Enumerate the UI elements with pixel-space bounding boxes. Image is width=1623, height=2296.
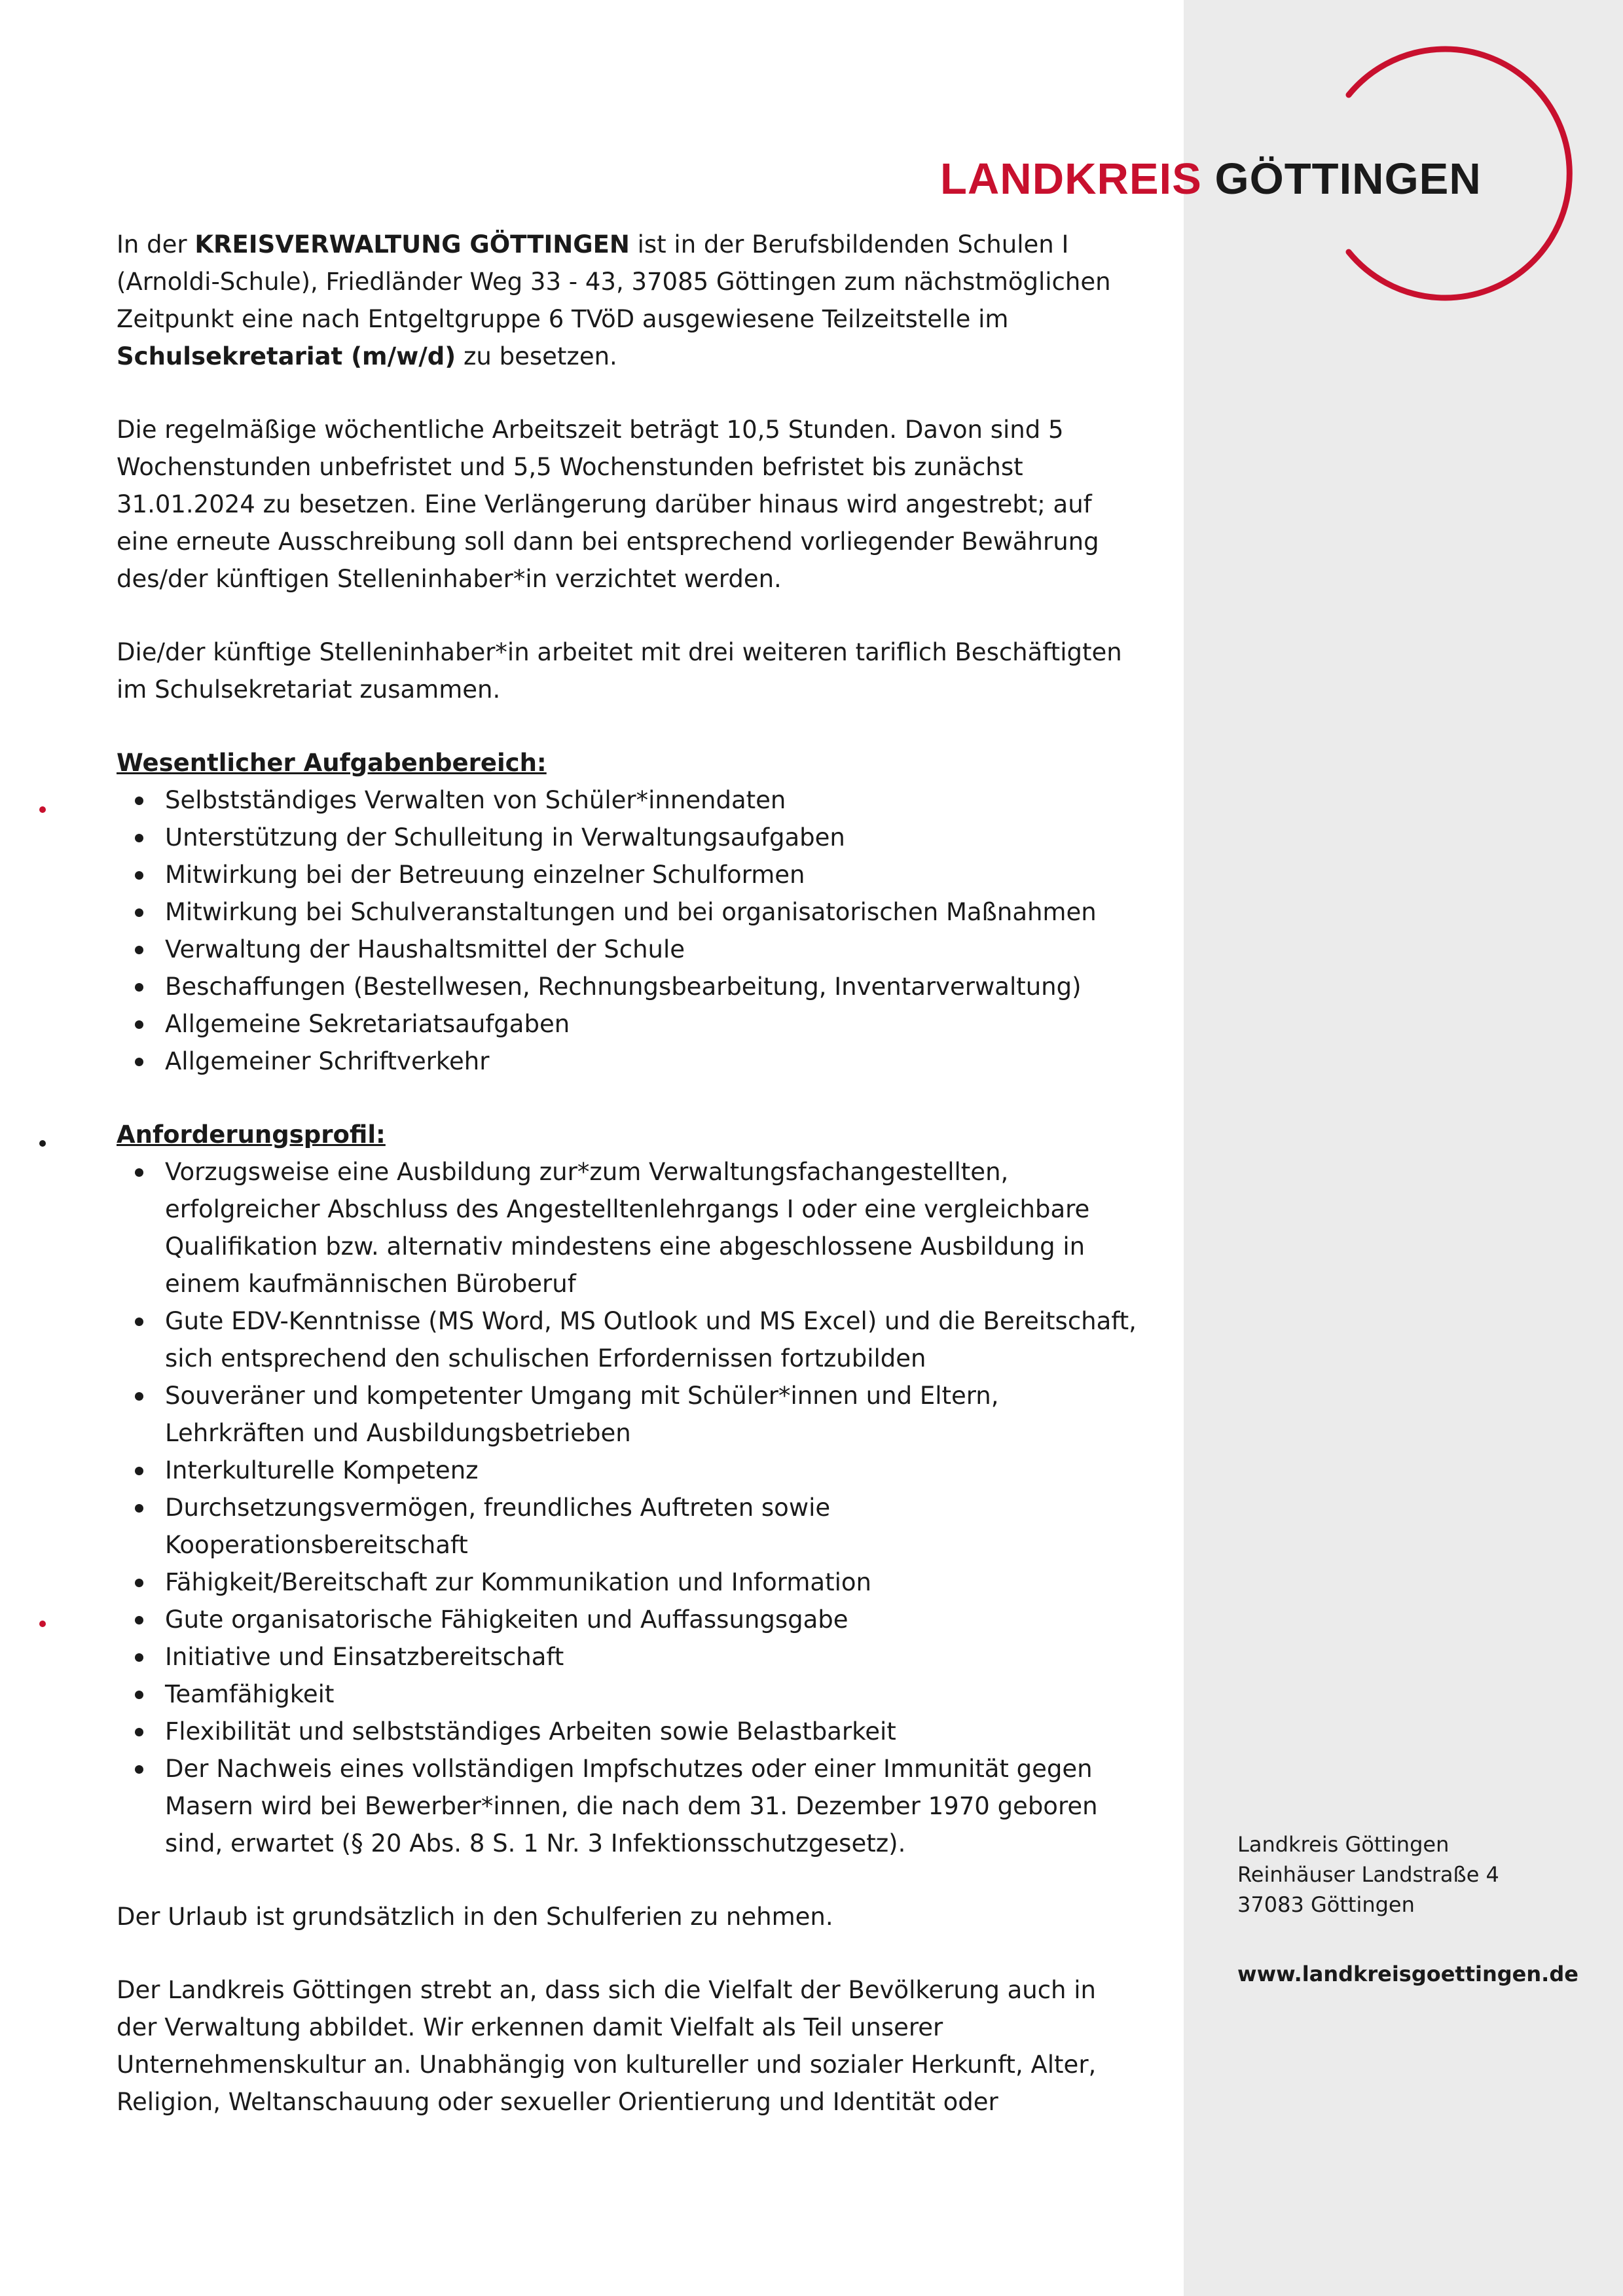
margin-dot — [39, 1140, 46, 1147]
address-line-name: Landkreis Göttingen — [1237, 1832, 1450, 1857]
logo-part-landkreis: LANDKREIS — [940, 154, 1202, 204]
list-item: Teamfähigkeit — [165, 1676, 1138, 1713]
list-item: Mitwirkung bei der Betreuung einzelner Schulformen — [165, 856, 1138, 893]
list-item: Gute EDV-Kenntnisse (MS Word, MS Outlook und MS Excel) und die Bereitschaft, sich entsprechend den schulischen Erfordernissen fortzubilden — [165, 1302, 1138, 1377]
list-item: Initiative und Einsatzbereitschaft — [165, 1638, 1138, 1676]
intro-paragraph — [117, 226, 1138, 375]
margin-dot — [39, 806, 46, 813]
address-block — [1237, 1829, 1499, 1920]
margin-dot — [39, 1621, 46, 1627]
aufgaben-heading: Wesentlicher Aufgabenbereich: — [117, 749, 547, 777]
list-item: Gute organisatorische Fähigkeiten und Auffassungsgabe — [165, 1601, 1138, 1638]
list-item: Verwaltung der Haushaltsmittel der Schule — [165, 931, 1138, 968]
list-item: Der Nachweis eines vollständigen Impfschutzes oder einer Immunität gegen Masern wird bei Bewerber*innen, die nach dem 31. Dezember 1970 geboren sind, erwartet (§ 20 Abs. 8 S. 1 Nr. 3 Infektionsschutzgesetz). — [165, 1750, 1138, 1862]
arbeitszeit-paragraph: Die regelmäßige wöchentliche Arbeitszeit beträgt 10,5 Stunden. Davon sind 5 Wochenstunden unbefristet und 5,5 Wochenstunden befristet bis zunächst 31.01.2024 zu besetzen. Eine Verlängerung darüber hinaus wird angestrebt; auf eine erneute Ausschreibung soll dann bei entsprechend vorliegender Bewährung des/der künftigen Stelleninhaber*in verzichtet werden. — [117, 416, 1099, 593]
urlaub-paragraph: Der Urlaub ist grundsätzlich in den Schulferien zu nehmen. — [117, 1903, 833, 1931]
team-paragraph: Die/der künftige Stelleninhaber*in arbeitet mit drei weiteren tariflich Beschäftigten im Schulsekretariat zusammen. — [117, 638, 1122, 704]
list-item: Unterstützung der Schulleitung in Verwaltungsaufgaben — [165, 819, 1138, 856]
logo-part-goettingen: GÖTTINGEN — [1214, 154, 1482, 204]
intro-pre: In der — [117, 230, 195, 259]
list-item: Selbstständiges Verwalten von Schüler*innendaten — [165, 781, 1138, 819]
intro-post: zu besetzen. — [456, 342, 617, 370]
sidebar-panel — [1184, 0, 1623, 2296]
anforderungen-list — [117, 1153, 1138, 1862]
website-link[interactable]: www.landkreisgoettingen.de — [1237, 1962, 1578, 1986]
intro-mid: ist in der Berufsbildenden Schulen I (Arnoldi-Schule), Friedländer Weg 33 - 43, 37085 Göttingen zum nächstmöglichen Zeitpunkt eine nach Entgeltgruppe 6 TVöD ausgewiesene Teilzeitstelle im — [117, 230, 1111, 333]
aufgaben-list — [117, 781, 1138, 1080]
document-body — [117, 226, 1138, 2157]
logo — [940, 154, 1482, 204]
address-line-street: Reinhäuser Landstraße 4 — [1237, 1862, 1499, 1887]
intro-org: KREISVERWALTUNG GÖTTINGEN — [194, 230, 630, 259]
list-item: Vorzugsweise eine Ausbildung zur*zum Verwaltungsfachangestellten, erfolgreicher Abschluss des Angestelltenlehrgangs I oder eine vergleichbare Qualifikation bzw. alternativ mindestens eine abgeschlossene Ausbildung in einem kaufmännischen Büroberuf — [165, 1153, 1138, 1302]
list-item: Interkulturelle Kompetenz — [165, 1452, 1138, 1489]
anforderungen-heading: Anforderungsprofil: — [117, 1121, 386, 1149]
list-item: Beschaffungen (Bestellwesen, Rechnungsbearbeitung, Inventarverwaltung) — [165, 968, 1138, 1005]
vielfalt-paragraph: Der Landkreis Göttingen strebt an, dass sich die Vielfalt der Bevölkerung auch in der Verwaltung abbildet. Wir erkennen damit Vielfalt als Teil unserer Unternehmenskultur an. Unabhängig von kultureller und sozialer Herkunft, Alter, Religion, Weltanschauung oder sexueller Orientierung und Identität oder — [117, 1976, 1097, 2116]
address-line-city: 37083 Göttingen — [1237, 1892, 1415, 1917]
list-item: Fähigkeit/Bereitschaft zur Kommunikation und Information — [165, 1564, 1138, 1601]
list-item: Durchsetzungsvermögen, freundliches Auftreten sowie Kooperationsbereitschaft — [165, 1489, 1138, 1564]
list-item: Allgemeiner Schriftverkehr — [165, 1043, 1138, 1080]
intro-position: Schulsekretariat (m/w/d) — [117, 342, 456, 370]
list-item: Flexibilität und selbstständiges Arbeiten sowie Belastbarkeit — [165, 1713, 1138, 1750]
list-item: Souveräner und kompetenter Umgang mit Schüler*innen und Eltern, Lehrkräften und Ausbildungsbetrieben — [165, 1377, 1138, 1452]
list-item: Allgemeine Sekretariatsaufgaben — [165, 1005, 1138, 1043]
list-item: Mitwirkung bei Schulveranstaltungen und bei organisatorischen Maßnahmen — [165, 893, 1138, 931]
